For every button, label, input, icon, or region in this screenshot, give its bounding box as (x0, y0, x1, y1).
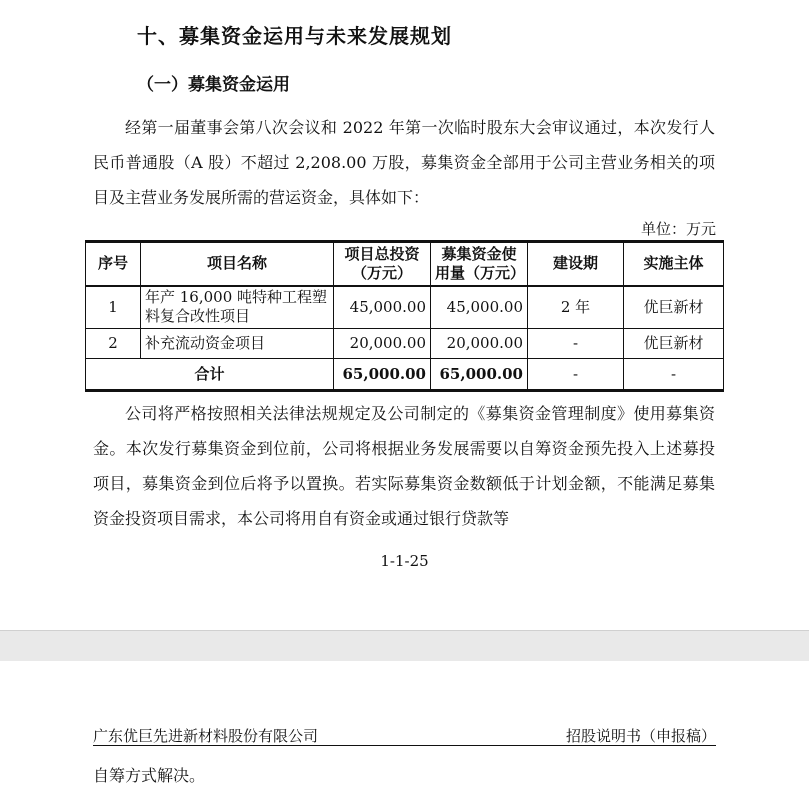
table-total-row (86, 359, 724, 391)
table-cell: 1 (86, 286, 141, 329)
fund-usage-table (85, 240, 724, 392)
table-cell: 年产 16,000 吨特种工程塑料复合改性项目 (141, 286, 334, 329)
table-cell: 20,000.00 (431, 329, 528, 359)
header-cell: 实施主体 (624, 242, 724, 286)
table-cell: 优巨新材 (624, 329, 724, 359)
section-heading: 十、募集资金运用与未来发展规划 (137, 24, 452, 48)
table-header-row (86, 242, 724, 286)
header-cell: 项目名称 (141, 242, 334, 286)
table-cell: 65,000.00 (431, 359, 528, 391)
intro-paragraph: 经第一届董事会第八次会议和 2022 年第一次临时股东大会审议通过，本次发行人民币普通股（A 股）不超过 2,208.00 万股，募集资金全部用于公司主营业务相关的项目及主营业务发展所需的营运资金，具体如下： (93, 118, 715, 207)
table-cell: 优巨新材 (624, 286, 724, 329)
table-cell: 补充流动资金项目 (141, 329, 334, 359)
table-cell: 2 年 (528, 286, 624, 329)
header-company-name: 广东优巨先进新材料股份有限公司 (93, 727, 319, 745)
header-document-title: 招股说明书（申报稿） (565, 727, 716, 745)
subsection-heading: （一）募集资金运用 (137, 75, 290, 95)
header-cell: 募集资金使用量（万元） (431, 242, 528, 286)
table-cell: 65,000.00 (334, 359, 431, 391)
total-label: 合计 (86, 359, 334, 391)
header-rule (93, 745, 716, 746)
document-page-2 (0, 661, 809, 804)
table-cell: 45,000.00 (431, 286, 528, 329)
header-cell: 项目总投资（万元） (334, 242, 431, 286)
continued-paragraph: 自筹方式解决。 (93, 766, 206, 785)
unit-label: 单位：万元 (640, 220, 716, 238)
page-separator (0, 630, 809, 662)
table-cell: 45,000.00 (334, 286, 431, 329)
table-cell: 20,000.00 (334, 329, 431, 359)
table-cell: 2 (86, 329, 141, 359)
table-row (86, 286, 724, 329)
table-cell: - (528, 359, 624, 391)
header-cell: 序号 (86, 242, 141, 286)
table-cell: - (528, 329, 624, 359)
header-cell: 建设期 (528, 242, 624, 286)
table-row (86, 329, 724, 359)
body-paragraph: 公司将严格按照相关法律法规规定及公司制定的《募集资金管理制度》使用募集资金。本次发行募集资金到位前，公司将根据业务发展需要以自筹资金预先投入上述募投项目，募集资金到位后将予以置换。若实际募集资金数额低于计划金额，不能满足募集资金投资项目需求，本公司将用自有资金或通过银行贷款等 (93, 404, 715, 528)
page-number: 1-1-25 (380, 552, 429, 570)
table-cell: - (624, 359, 724, 391)
